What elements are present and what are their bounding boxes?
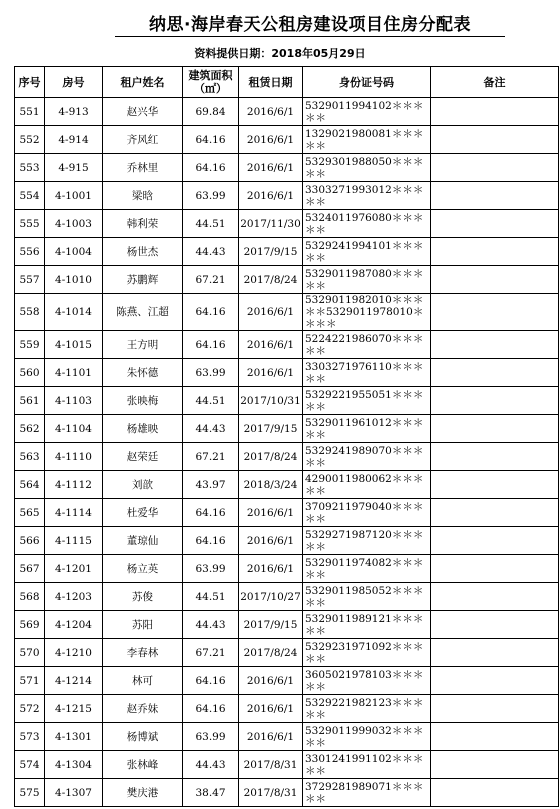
cell-note [431, 695, 559, 723]
cell-area: 44.43 [183, 238, 239, 266]
cell-name: 梁晗 [103, 182, 183, 210]
cell-id: 5329221955051＊＊＊＊＊ [303, 387, 431, 415]
cell-name: 乔林里 [103, 154, 183, 182]
table-row [15, 154, 559, 182]
cell-no: 570 [15, 639, 45, 667]
cell-room: 4-1010 [45, 266, 103, 294]
cell-area: 44.51 [183, 583, 239, 611]
cell-area: 64.16 [183, 294, 239, 331]
cell-no: 568 [15, 583, 45, 611]
header-room: 房号 [45, 67, 103, 98]
cell-name: 樊庆港 [103, 779, 183, 807]
cell-id: 5329011985052＊＊＊＊＊ [303, 583, 431, 611]
document-subtitle: 资料提供日期：2018年05月29日 [194, 47, 366, 60]
cell-room: 4-1003 [45, 210, 103, 238]
cell-room: 4-1114 [45, 499, 103, 527]
cell-no: 565 [15, 499, 45, 527]
cell-date: 2016/6/1 [239, 294, 303, 331]
cell-area: 44.51 [183, 387, 239, 415]
cell-date: 2016/6/1 [239, 154, 303, 182]
cell-no: 555 [15, 210, 45, 238]
table-row [15, 611, 559, 639]
cell-room: 4-1203 [45, 583, 103, 611]
cell-room: 4-1307 [45, 779, 103, 807]
header-date: 租赁日期 [239, 67, 303, 98]
table-row [15, 499, 559, 527]
table-row [15, 359, 559, 387]
header-note: 备注 [431, 67, 559, 98]
cell-id: 5224221986070＊＊＊＊＊ [303, 331, 431, 359]
cell-area: 64.16 [183, 154, 239, 182]
table-row [15, 331, 559, 359]
cell-id: 5329011974082＊＊＊＊＊ [303, 555, 431, 583]
header-id: 身份证号码 [303, 67, 431, 98]
cell-area: 64.16 [183, 695, 239, 723]
cell-no: 563 [15, 443, 45, 471]
cell-area: 63.99 [183, 723, 239, 751]
cell-room: 4-1103 [45, 387, 103, 415]
cell-note [431, 98, 559, 126]
cell-area: 69.84 [183, 98, 239, 126]
cell-room: 4-1115 [45, 527, 103, 555]
cell-date: 2016/6/1 [239, 98, 303, 126]
cell-no: 567 [15, 555, 45, 583]
cell-note [431, 294, 559, 331]
cell-name: 苏鹏辉 [103, 266, 183, 294]
cell-date: 2017/10/27 [239, 583, 303, 611]
table-row [15, 723, 559, 751]
cell-no: 554 [15, 182, 45, 210]
cell-note [431, 182, 559, 210]
table-row [15, 751, 559, 779]
cell-no: 559 [15, 331, 45, 359]
cell-name: 苏俊 [103, 583, 183, 611]
cell-date: 2017/9/15 [239, 415, 303, 443]
cell-id: 3729281989071＊＊＊＊＊ [303, 779, 431, 807]
cell-name: 杨世杰 [103, 238, 183, 266]
cell-no: 566 [15, 527, 45, 555]
cell-room: 4-914 [45, 126, 103, 154]
table-row [15, 667, 559, 695]
cell-area: 67.21 [183, 639, 239, 667]
cell-date: 2017/8/24 [239, 266, 303, 294]
header-no: 序号 [15, 67, 45, 98]
cell-area: 64.16 [183, 126, 239, 154]
cell-note [431, 667, 559, 695]
table-row [15, 639, 559, 667]
cell-date: 2016/6/1 [239, 723, 303, 751]
cell-name: 赵兴华 [103, 98, 183, 126]
cell-note [431, 359, 559, 387]
cell-no: 573 [15, 723, 45, 751]
table-row [15, 210, 559, 238]
cell-area: 43.97 [183, 471, 239, 499]
header-area: 建筑面积（㎡） [183, 67, 239, 98]
cell-note [431, 210, 559, 238]
header-name: 租户姓名 [103, 67, 183, 98]
cell-date: 2016/6/1 [239, 667, 303, 695]
cell-no: 562 [15, 415, 45, 443]
table-row [15, 266, 559, 294]
cell-name: 杨雄映 [103, 415, 183, 443]
cell-id: 4290011980062＊＊＊＊＊ [303, 471, 431, 499]
cell-area: 63.99 [183, 359, 239, 387]
cell-area: 64.16 [183, 527, 239, 555]
cell-no: 572 [15, 695, 45, 723]
cell-note [431, 443, 559, 471]
cell-room: 4-1210 [45, 639, 103, 667]
cell-date: 2017/9/15 [239, 611, 303, 639]
cell-date: 2017/10/31 [239, 387, 303, 415]
cell-date: 2016/6/1 [239, 499, 303, 527]
cell-date: 2016/6/1 [239, 695, 303, 723]
cell-name: 杨博斌 [103, 723, 183, 751]
cell-area: 63.99 [183, 555, 239, 583]
cell-room: 4-1004 [45, 238, 103, 266]
cell-room: 4-1304 [45, 751, 103, 779]
cell-area: 44.43 [183, 611, 239, 639]
table-row [15, 527, 559, 555]
cell-note [431, 779, 559, 807]
cell-date: 2016/6/1 [239, 555, 303, 583]
cell-date: 2017/9/15 [239, 238, 303, 266]
cell-no: 564 [15, 471, 45, 499]
table-row [15, 443, 559, 471]
cell-room: 4-1204 [45, 611, 103, 639]
cell-note [431, 266, 559, 294]
cell-note [431, 499, 559, 527]
cell-note [431, 238, 559, 266]
cell-date: 2016/6/1 [239, 126, 303, 154]
table-header-row [15, 67, 559, 98]
cell-id: 5329241989070＊＊＊＊＊ [303, 443, 431, 471]
cell-id: 1329021980081＊＊＊＊＊ [303, 126, 431, 154]
cell-room: 4-1015 [45, 331, 103, 359]
cell-room: 4-1214 [45, 667, 103, 695]
cell-note [431, 751, 559, 779]
table-row [15, 126, 559, 154]
cell-name: 张林峰 [103, 751, 183, 779]
cell-name: 杜爱华 [103, 499, 183, 527]
cell-note [431, 555, 559, 583]
cell-date: 2017/8/31 [239, 751, 303, 779]
cell-note [431, 723, 559, 751]
cell-name: 韩利荣 [103, 210, 183, 238]
cell-name: 杨立英 [103, 555, 183, 583]
cell-no: 560 [15, 359, 45, 387]
cell-room: 4-1112 [45, 471, 103, 499]
cell-date: 2017/8/31 [239, 779, 303, 807]
table-row [15, 294, 559, 331]
cell-id: 5329011989121＊＊＊＊＊ [303, 611, 431, 639]
cell-name: 林可 [103, 667, 183, 695]
cell-note [431, 126, 559, 154]
cell-no: 552 [15, 126, 45, 154]
cell-id: 3303271976110＊＊＊＊＊ [303, 359, 431, 387]
cell-note [431, 331, 559, 359]
cell-room: 4-1301 [45, 723, 103, 751]
cell-date: 2016/6/1 [239, 331, 303, 359]
cell-area: 64.16 [183, 499, 239, 527]
title-text: 纳思·海岸春天公租房建设项目住房分配表 [115, 10, 505, 37]
cell-no: 569 [15, 611, 45, 639]
cell-note [431, 154, 559, 182]
cell-id: 5329241994101＊＊＊＊＊ [303, 238, 431, 266]
cell-date: 2017/8/24 [239, 639, 303, 667]
cell-id: 5329011982010＊＊＊＊＊5329011978010＊＊＊＊ [303, 294, 431, 331]
cell-area: 38.47 [183, 779, 239, 807]
cell-name: 李春林 [103, 639, 183, 667]
cell-note [431, 639, 559, 667]
table-row [15, 182, 559, 210]
cell-no: 553 [15, 154, 45, 182]
cell-no: 557 [15, 266, 45, 294]
cell-area: 67.21 [183, 443, 239, 471]
cell-name: 苏阳 [103, 611, 183, 639]
cell-id: 5324011976080＊＊＊＊＊ [303, 210, 431, 238]
cell-note [431, 583, 559, 611]
cell-id: 3301241991102＊＊＊＊＊ [303, 751, 431, 779]
cell-area: 44.51 [183, 210, 239, 238]
cell-area: 64.16 [183, 331, 239, 359]
cell-id: 5329301988050＊＊＊＊＊ [303, 154, 431, 182]
allocation-table [14, 66, 559, 807]
cell-id: 5329271987120＊＊＊＊＊ [303, 527, 431, 555]
cell-no: 561 [15, 387, 45, 415]
cell-name: 赵荣廷 [103, 443, 183, 471]
cell-room: 4-913 [45, 98, 103, 126]
table-row [15, 387, 559, 415]
cell-name: 董琼仙 [103, 527, 183, 555]
cell-date: 2017/8/24 [239, 443, 303, 471]
cell-no: 575 [15, 779, 45, 807]
cell-id: 5329011961012＊＊＊＊＊ [303, 415, 431, 443]
cell-area: 64.16 [183, 667, 239, 695]
cell-id: 5329011987080＊＊＊＊＊ [303, 266, 431, 294]
cell-name: 赵乔妹 [103, 695, 183, 723]
cell-no: 558 [15, 294, 45, 331]
cell-name: 陈燕、江超 [103, 294, 183, 331]
cell-id: 3605021978103＊＊＊＊＊ [303, 667, 431, 695]
cell-area: 44.43 [183, 415, 239, 443]
document-title [0, 10, 560, 37]
cell-date: 2016/6/1 [239, 182, 303, 210]
cell-room: 4-1001 [45, 182, 103, 210]
cell-room: 4-1201 [45, 555, 103, 583]
cell-name: 张映梅 [103, 387, 183, 415]
cell-id: 3709211979040＊＊＊＊＊ [303, 499, 431, 527]
cell-room: 4-1104 [45, 415, 103, 443]
cell-no: 551 [15, 98, 45, 126]
table-row [15, 695, 559, 723]
cell-room: 4-1014 [45, 294, 103, 331]
cell-name: 刘歆 [103, 471, 183, 499]
table-row [15, 779, 559, 807]
cell-date: 2018/3/24 [239, 471, 303, 499]
cell-room: 4-1110 [45, 443, 103, 471]
table-row [15, 98, 559, 126]
cell-area: 63.99 [183, 182, 239, 210]
table-row [15, 415, 559, 443]
cell-date: 2016/6/1 [239, 359, 303, 387]
cell-room: 4-1215 [45, 695, 103, 723]
cell-area: 44.43 [183, 751, 239, 779]
cell-id: 5329011999032＊＊＊＊＊ [303, 723, 431, 751]
cell-name: 齐风红 [103, 126, 183, 154]
cell-room: 4-1101 [45, 359, 103, 387]
cell-note [431, 611, 559, 639]
table-row [15, 583, 559, 611]
cell-id: 5329011994102＊＊＊＊＊ [303, 98, 431, 126]
cell-name: 朱怀德 [103, 359, 183, 387]
cell-note [431, 527, 559, 555]
cell-note [431, 415, 559, 443]
cell-id: 3303271993012＊＊＊＊＊ [303, 182, 431, 210]
cell-id: 5329231971092＊＊＊＊＊ [303, 639, 431, 667]
table-row [15, 471, 559, 499]
table-body [15, 98, 559, 807]
table-row [15, 238, 559, 266]
cell-no: 556 [15, 238, 45, 266]
table-row [15, 555, 559, 583]
cell-date: 2017/11/30 [239, 210, 303, 238]
cell-no: 574 [15, 751, 45, 779]
cell-no: 571 [15, 667, 45, 695]
cell-note [431, 387, 559, 415]
cell-note [431, 471, 559, 499]
cell-room: 4-915 [45, 154, 103, 182]
cell-id: 5329221982123＊＊＊＊＊ [303, 695, 431, 723]
cell-date: 2016/6/1 [239, 527, 303, 555]
cell-name: 王方明 [103, 331, 183, 359]
cell-area: 67.21 [183, 266, 239, 294]
